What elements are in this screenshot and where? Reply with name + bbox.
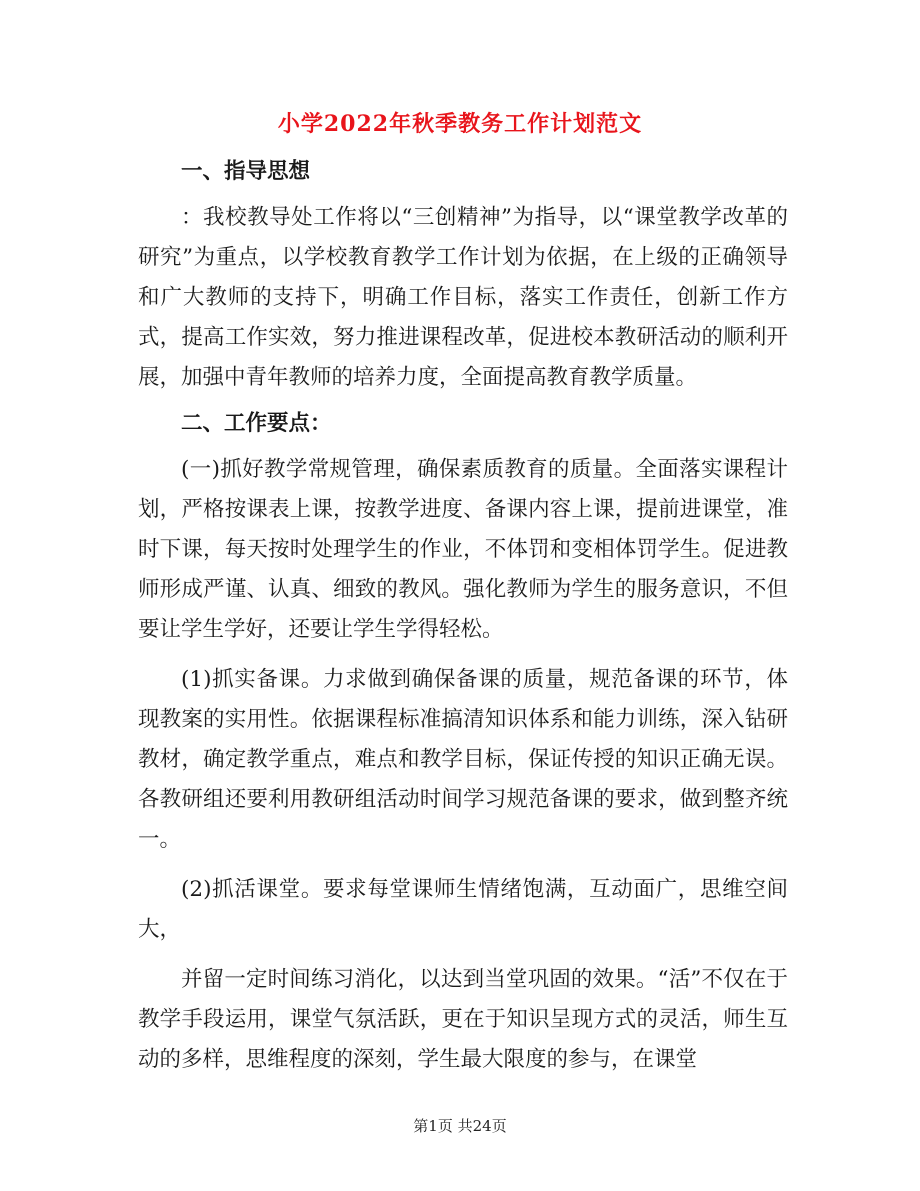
paragraph-classroom-continuation: 并留一定时间练习消化，以达到当堂巩固的效果。“活”不仅在于教学手段运用，课堂气氛活跃，更在于知识呈现方式的灵活，师生互动的多样，思维程度的深刻，学生最大限度的参与，在课堂 bbox=[138, 967, 788, 1072]
page-number: 第1页 共24页 bbox=[413, 1117, 507, 1135]
section-heading-work-points: 二、工作要点： bbox=[181, 411, 332, 436]
paragraph-active-classroom: (2)抓活课堂。要求每堂课师生情绪饱满，互动面广，思维空间大， bbox=[138, 877, 788, 942]
paragraph-lesson-preparation: (1)抓实备课。力求做到确保备课的质量，规范备课的环节，体现教案的实用性。依据课程标准搞清知识体系和能力训练，深入钻研教材，确定教学重点，难点和教学目标，保证传授的知识正确无误。各教研组还要利用教研组活动时间学习规范备课的要求，做到整齐统一。 bbox=[138, 667, 788, 852]
paragraph-routine-management: (一)抓好教学常规管理，确保素质教育的质量。全面落实课程计划，严格按课表上课，按教学进度、备课内容上课，提前进课堂，准时下课，每天按时处理学生的作业，不体罚和变相体罚学生。促进教师形成严谨、认真、细致的教风。强化教师为学生的服务意识，不但要让学生学好，还要让学生学得轻松。 bbox=[138, 457, 788, 642]
section-heading-guiding-thought: 一、指导思想 bbox=[181, 159, 311, 184]
document-title: 小学2022年秋季教务工作计划范文 bbox=[277, 111, 643, 137]
paragraph-guiding-thought: ：我校教导处工作将以“三创精神”为指导，以“课堂教学改革的研究”为重点，以学校教育教学工作计划为依据，在上级的正确领导和广大教师的支持下，明确工作目标，落实工作责任，创新工作方式，提高工作实效，努力推进课程改革，促进校本教研活动的顺利开展，加强中青年教师的培养力度，全面提高教育教学质量。 bbox=[138, 205, 788, 390]
document-body bbox=[138, 152, 788, 1080]
